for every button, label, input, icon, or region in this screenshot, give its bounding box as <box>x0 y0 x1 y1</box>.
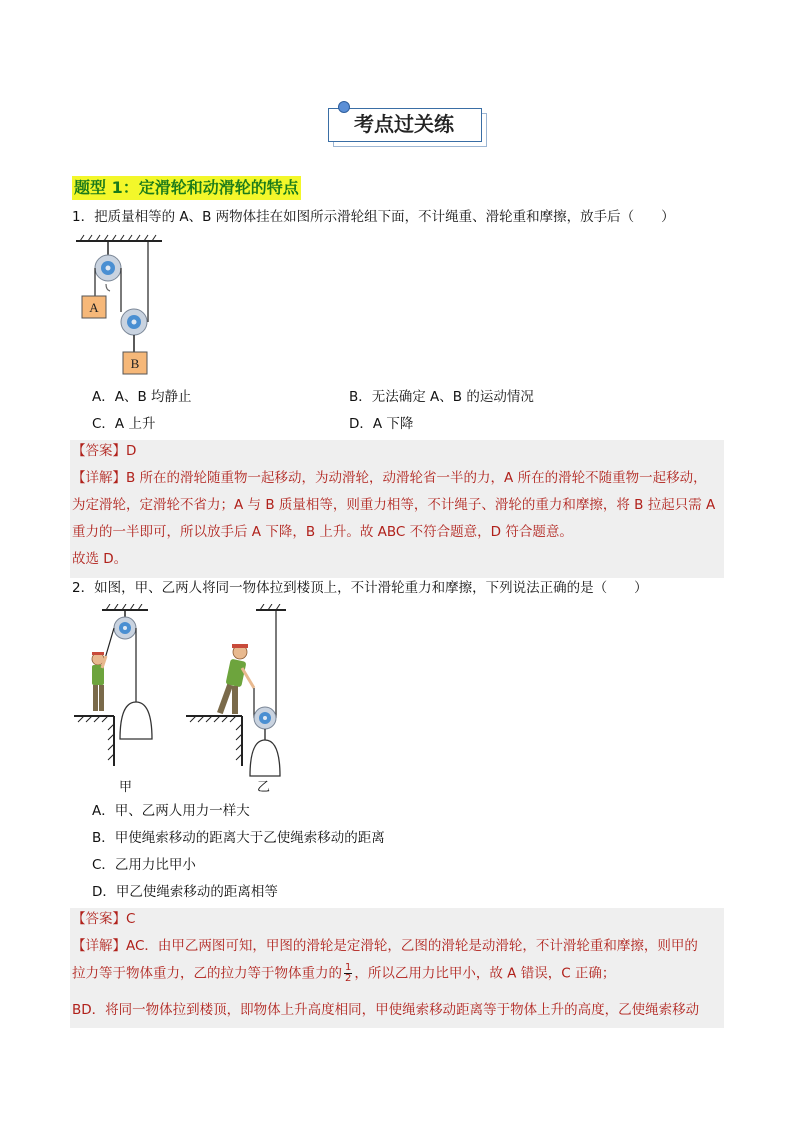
q2-option-a: A．甲、乙两人用力一样大 <box>92 803 250 819</box>
section-heading: 题型 1：定滑轮和动滑轮的特点 <box>72 176 301 200</box>
q1-option-b: B．无法确定 A、B 的运动情况 <box>349 389 534 405</box>
detail-text: AC．由甲乙两图可知，甲图的滑轮是定滑轮，乙图的滑轮是动滑轮，不计滑轮重和摩擦，则甲的 <box>126 938 698 954</box>
block-a-label: A <box>89 300 99 315</box>
q1-detail-line-2: 为定滑轮，定滑轮不省力；A 与 B 质量相等，则重力相等，不计绳子、滑轮的重力和摩擦，将 B 拉起只需 A <box>72 497 716 513</box>
q1-answer <box>72 441 136 461</box>
q1-pulley-figure <box>70 234 170 380</box>
q2-figure <box>70 604 320 800</box>
answer-value: C <box>126 911 136 927</box>
answer-value: D <box>126 443 137 459</box>
detail-tag: 【详解】 <box>72 938 126 954</box>
caption-jia: 甲 <box>119 780 133 795</box>
q2-option-d: D．甲乙使绳索移动的距离相等 <box>92 884 278 900</box>
q1-detail-line-4: 故选 D。 <box>72 551 128 567</box>
detail-text: B 所在的滑轮随重物一起移动，为动滑轮，动滑轮省一半的力，A 所在的滑轮不随重物一起移动， <box>126 470 707 486</box>
q2-detail-line-1 <box>72 936 698 956</box>
q1-option-d: D．A 下降 <box>349 416 414 432</box>
block-b-label: B <box>130 356 140 371</box>
detail-text: 拉力等于物体重力，乙的拉力等于物体重力的 <box>72 965 342 982</box>
answer-tag: 【答案】 <box>72 443 126 459</box>
fraction-one-half <box>344 963 352 984</box>
q2-answer <box>72 909 135 929</box>
detail-tag: 【详解】 <box>72 470 126 486</box>
q2-stem: 2．如图，甲、乙两人将同一物体拉到楼顶上，不计滑轮重力和摩擦，下列说法正确的是（ ） <box>72 580 648 596</box>
q1-detail-line-3: 重力的一半即可，所以放手后 A 下降，B 上升。故 ABC 不符合题意，D 符合题意。 <box>72 524 573 540</box>
q1-option-c: C．A 上升 <box>92 416 156 432</box>
fraction-denominator: 2 <box>345 973 352 984</box>
caption-yi: 乙 <box>257 780 271 795</box>
answer-tag: 【答案】 <box>72 911 126 927</box>
q1-stem: 1．把质量相等的 A、B 两物体挂在如图所示滑轮组下面，不计绳重、滑轮重和摩擦，放手后（ ） <box>72 209 675 225</box>
detail-text: ，所以乙用力比甲小，故 A 错误，C 正确； <box>354 965 616 982</box>
q2-detail-line-2 <box>72 963 615 984</box>
q1-detail-line-1 <box>72 468 707 488</box>
q1-option-a: A．A、B 均静止 <box>92 389 192 405</box>
q2-option-c: C．乙用力比甲小 <box>92 857 196 873</box>
fraction-numerator: 1 <box>345 962 352 973</box>
q2-detail-line-3: BD．将同一物体拉到楼顶，即物体上升高度相同，甲使绳索移动距离等于物体上升的高度，乙使绳索移动 <box>72 1002 700 1018</box>
page-title: 考点过关练 <box>354 112 454 136</box>
q2-option-b: B．甲使绳索移动的距离大于乙使绳索移动的距离 <box>92 830 385 846</box>
